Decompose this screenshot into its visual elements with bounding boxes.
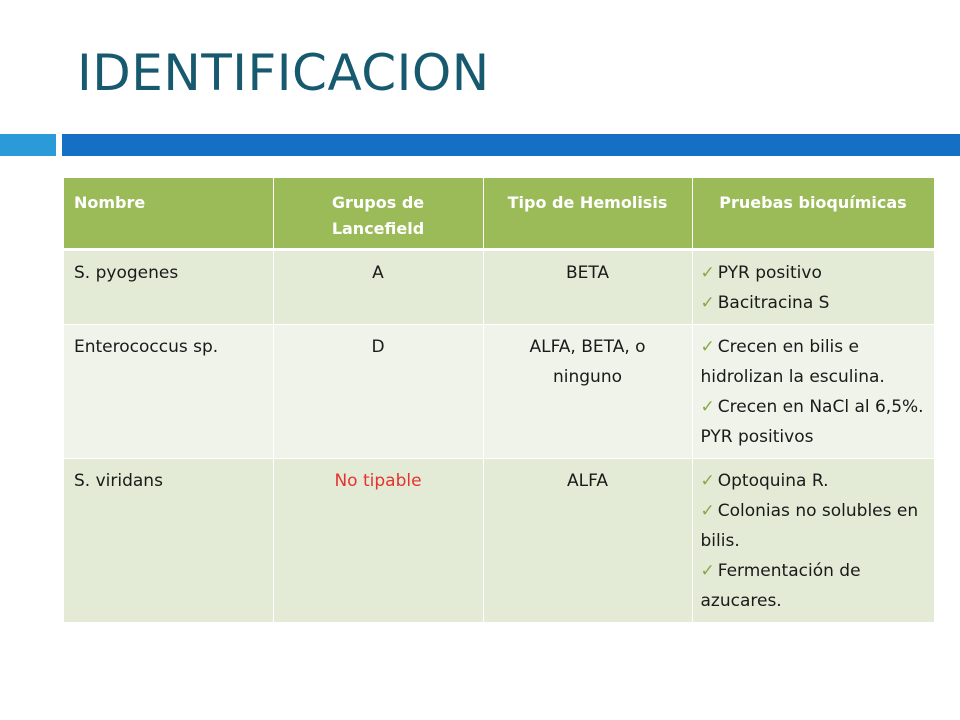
check-icon: ✓ [700, 397, 715, 417]
list-item: ✓ Bacitracina S [700, 293, 830, 313]
header-tipo-hemolisis: Tipo de Hemolisis [483, 178, 692, 250]
header-grupos-lancefield: Grupos de Lancefield [273, 178, 483, 250]
cell-nombre: S. viridans [64, 459, 273, 623]
identification-table [64, 178, 935, 623]
cell-nombre: S. pyogenes [64, 250, 273, 325]
cell-pruebas [692, 459, 934, 623]
table-row [64, 250, 934, 325]
list-item: ✓ Optoquina R. [700, 471, 829, 491]
check-icon: ✓ [700, 471, 715, 491]
table-header-row [64, 178, 934, 250]
check-icon: ✓ [700, 293, 715, 313]
check-icon: ✓ [700, 263, 715, 283]
header-pruebas-bioquimicas: Pruebas bioquímicas [692, 178, 934, 250]
list-item: ✓ Fermentación de azucares. [700, 561, 861, 611]
header-nombre: Nombre [64, 178, 273, 250]
table-row [64, 325, 934, 459]
cell-grupo: No tipable [273, 459, 483, 623]
accent-bar-left [0, 134, 56, 156]
accent-bar-gap [56, 156, 62, 162]
slide-title: IDENTIFICACION [77, 44, 490, 102]
cell-grupo: D [273, 325, 483, 459]
cell-hemolisis: BETA [483, 250, 692, 325]
check-icon: ✓ [700, 501, 715, 521]
list-item: ✓ Crecen en bilis e hidrolizan la esculina. [700, 337, 885, 387]
cell-pruebas [692, 325, 934, 459]
tests-list [701, 332, 926, 452]
check-icon: ✓ [700, 337, 715, 357]
tests-list [701, 466, 926, 616]
cell-nombre: Enterococcus sp. [64, 325, 273, 459]
list-item: ✓ Colonias no solubles en bilis. [700, 501, 919, 551]
cell-grupo: A [273, 250, 483, 325]
accent-bar-right [62, 134, 960, 156]
cell-pruebas [692, 250, 934, 325]
cell-hemolisis: ALFA [483, 459, 692, 623]
check-icon: ✓ [700, 561, 715, 581]
cell-hemolisis: ALFA, BETA, o ninguno [483, 325, 692, 459]
list-item: ✓ Crecen en NaCl al 6,5%. PYR positivos [700, 397, 924, 447]
list-item: ✓ PYR positivo [700, 263, 822, 283]
table-row [64, 459, 934, 623]
tests-list [701, 258, 926, 318]
